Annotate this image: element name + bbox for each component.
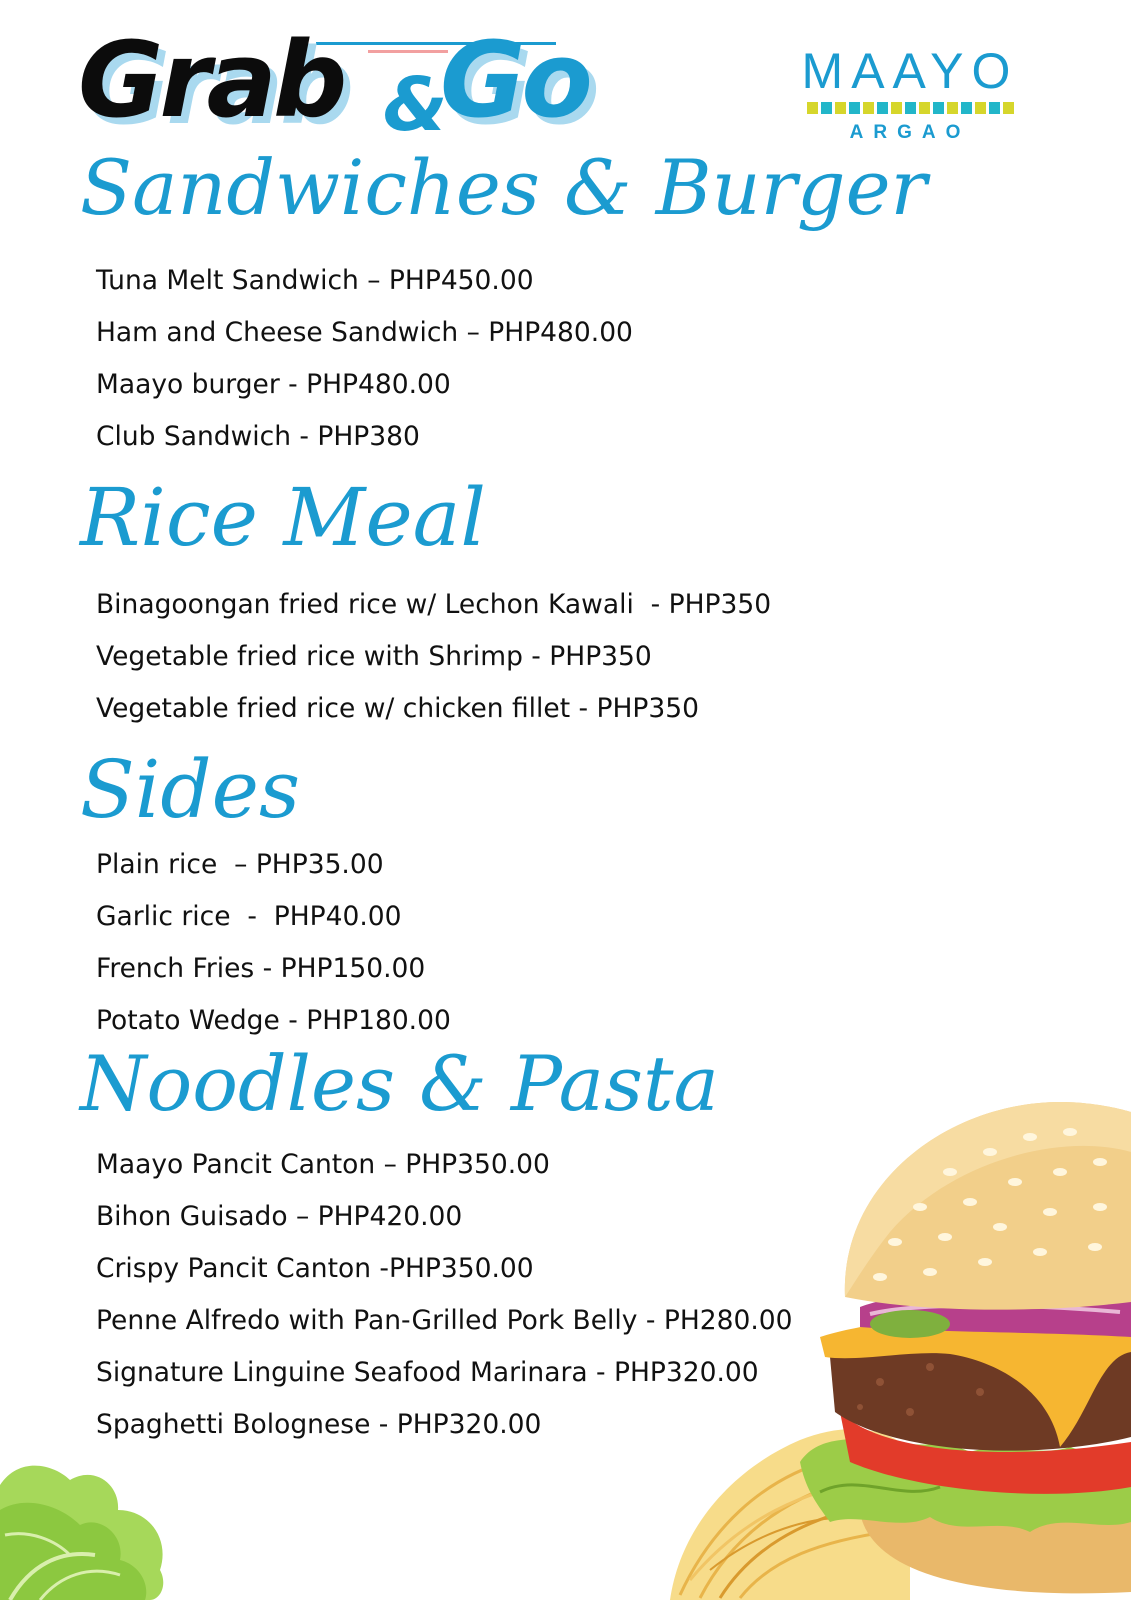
menu-item: Signature Linguine Seafood Marinara - PHP320.00 <box>96 1357 759 1388</box>
burger-illustration <box>800 1092 1131 1600</box>
menu-item: Vegetable fried rice w/ chicken fillet - PHP350 <box>96 693 699 724</box>
logo-subtitle: ARGAO <box>849 122 971 143</box>
menu-item: Crispy Pancit Canton -PHP350.00 <box>96 1253 534 1284</box>
maayo-logo <box>790 43 1030 144</box>
menu-item: Bihon Guisado – PHP420.00 <box>96 1201 463 1232</box>
menu-item: Garlic rice - PHP40.00 <box>96 901 402 932</box>
menu-item: Spaghetti Bolognese - PHP320.00 <box>96 1409 542 1440</box>
menu-item: Vegetable fried rice with Shrimp - PHP350 <box>96 641 652 672</box>
logo-pattern <box>790 102 1030 114</box>
section-title-noodles: Noodles & Pasta <box>80 1039 719 1128</box>
brand-title <box>78 19 638 148</box>
brand-title-go: Go <box>440 19 589 141</box>
section-title-sides: Sides <box>80 743 300 836</box>
menu-item: Maayo Pancit Canton – PHP350.00 <box>96 1149 550 1180</box>
menu-item: Ham and Cheese Sandwich – PHP480.00 <box>96 317 633 348</box>
menu-item: Plain rice – PHP35.00 <box>96 849 384 880</box>
lettuce-illustration <box>0 1455 175 1600</box>
section-title-sandwiches: Sandwiches & Burger <box>80 143 927 232</box>
menu-item: Club Sandwich - PHP380 <box>96 421 420 452</box>
brand-title-grab: Grab <box>78 19 344 141</box>
menu-item: French Fries - PHP150.00 <box>96 953 426 984</box>
menu-item: Penne Alfredo with Pan-Grilled Pork Belly - PH280.00 <box>96 1305 793 1336</box>
menu-item: Maayo burger - PHP480.00 <box>96 369 451 400</box>
menu-item: Tuna Melt Sandwich – PHP450.00 <box>96 265 534 296</box>
menu-item: Potato Wedge - PHP180.00 <box>96 1005 451 1036</box>
section-title-rice-meal: Rice Meal <box>80 471 486 564</box>
speed-line <box>368 50 448 53</box>
menu-item: Binagoongan fried rice w/ Lechon Kawali - PHP350 <box>96 589 772 620</box>
brand-title-amp: & <box>383 62 448 148</box>
logo-name: MAAYO <box>801 43 1019 99</box>
